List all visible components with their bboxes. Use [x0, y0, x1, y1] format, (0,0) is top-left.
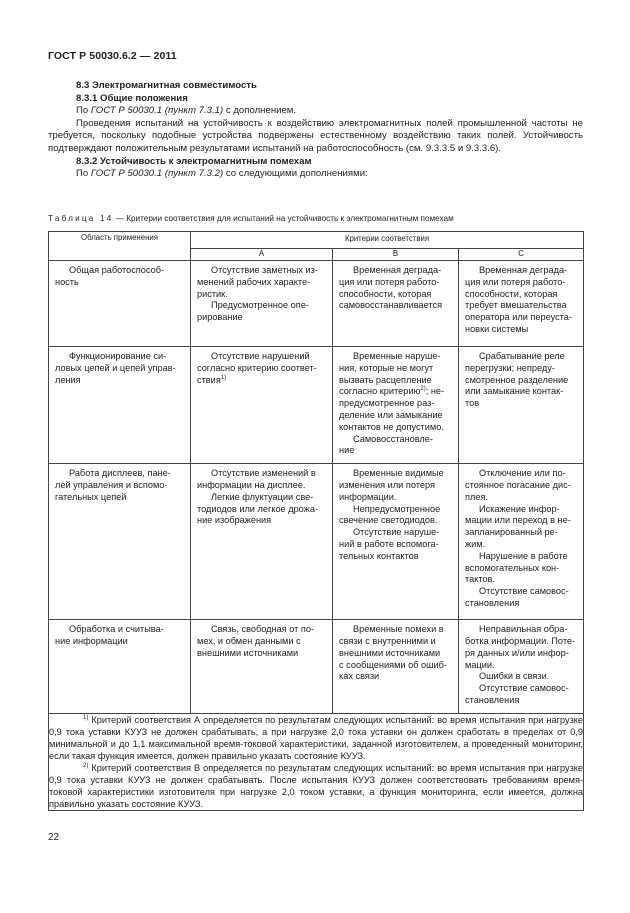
cell-line: информации на дисплее. — [197, 479, 306, 490]
table-cell-c — [459, 620, 584, 714]
cell-line: связи с внутренними и — [339, 635, 436, 646]
cell-line: менений рабочих характе- — [197, 276, 311, 287]
footnote-marker-1[interactable]: 1) — [220, 374, 227, 381]
cell-line: деление или замыкание — [339, 409, 443, 420]
paragraph-reference-2 — [48, 168, 583, 181]
table-cell-a — [191, 620, 333, 714]
cell-line: Временные видимые — [353, 468, 444, 479]
cell-line: становления — [465, 597, 520, 608]
footnote-marker-2[interactable]: 2) — [420, 386, 426, 393]
cell-line: Связь, свободная от по- — [211, 624, 315, 635]
cell-line: тактов. — [465, 574, 495, 585]
table-footnotes-row — [49, 713, 584, 810]
cell-line: Временная деграда- — [353, 265, 442, 275]
cell-line: рирование — [197, 312, 243, 323]
column-header-area: Область применения — [49, 232, 191, 261]
cell-line: информации. — [339, 491, 397, 502]
cell-line: контактов не допустимо. — [339, 421, 444, 432]
footnote-text: Критерий соответствия В определяется по результатам следующих испытаний: во время испытания при нагрузке 0,9 тока уставки КУУЗ не должен срабатывать. После испытания КУУЗ должен соответствовать требованиям время-токовой характеристики изготовителя при нагрузке 2,0 током уставки, а функция мониторинга, если имеется, должна правильно указать состояние КУУЗ. — [49, 762, 584, 809]
cell-line: новки системы — [465, 323, 529, 334]
table-cell-a — [191, 347, 333, 464]
cell-line: Временные наруше- — [353, 351, 441, 361]
cell-line: способности, которая — [339, 288, 432, 299]
document-header: ГОСТ Р 50030.6.2 — 2011 — [48, 50, 177, 62]
criteria-table — [48, 231, 584, 811]
cell-line: Отсутствие нарушений — [211, 351, 310, 361]
cell-line: ния, которые не могут — [339, 362, 434, 373]
subsection-title-8-3-2: 8.3.2 Устойчивость к электромагнитным помехам — [76, 155, 312, 167]
cell-line: мации или переход в не- — [465, 515, 571, 526]
paragraph-body: Проведения испытаний на устойчивость к воздействию электромагнитных полей промышленной частоты не требуется, поскольку подобные устройства подвержены естественному воздействию таких полей. Устойчивость подтверждают положительным результатами испытаний на работоспособность (см. 9.3.3.5 и 9.3.3.6). — [48, 117, 583, 154]
cell-line: оператора или переуста- — [465, 312, 572, 323]
cell-line: предусмотренное раз- — [339, 398, 435, 409]
table-cell-c — [459, 261, 584, 347]
cell-line: стоянное погасание дис- — [465, 479, 571, 490]
cell-line: запланированный ре- — [465, 527, 558, 538]
cell-line: самовосстанавливается — [339, 300, 443, 311]
cell-line: тельных контактов — [339, 550, 419, 561]
cell-line: Обработка и считыва- — [69, 624, 164, 635]
cell-line: Отключение или по- — [479, 468, 566, 479]
footnote-1 — [49, 714, 583, 762]
cell-line: вызвать расцепление — [339, 374, 432, 385]
cell-line: Неправильная обра- — [479, 624, 568, 635]
cell-line: Ошибки в связи. — [479, 671, 550, 682]
cell-line: ние изображения — [197, 515, 272, 526]
text-run: По — [76, 105, 91, 117]
table-cell-b — [333, 261, 459, 347]
cell-line: тодиодов или легкое дрожа- — [197, 503, 319, 514]
cell-line: Срабатывание реле — [479, 351, 565, 361]
cell-line: Легкие флуктуации све- — [211, 491, 314, 502]
column-header-c: С — [459, 249, 584, 261]
footnote-text: Критерий соответствия А определяется по результатам следующих испытаний: во время испытания при нагрузке 0,9 тока уставки КУУЗ не должен срабатывать, а при нагрузке 2,0 тока уставки он должен сработать в пределах от 0,9 минимальной и до 1,1 максимальной время-токовой характеристики, заданной изготовителем, а проведенный мониторинг, если такая функция имеется, должен правильно указать состояние КУУЗ. — [49, 714, 584, 761]
cell-line: или замыкание контак- — [465, 386, 564, 397]
cell-line: ря данных и/или инфор- — [465, 647, 569, 658]
cell-line: Самовосстановле- — [353, 433, 433, 444]
table-cell-c — [459, 464, 584, 620]
table-header-row — [49, 232, 584, 249]
table-caption-label: Таблица 14 — [48, 214, 114, 223]
table-cell-a — [191, 261, 333, 347]
cell-line: мех, и обмен данными с — [197, 635, 301, 646]
cell-line: Временная деграда- — [479, 265, 568, 275]
cell-line: ний в работе вспомога- — [339, 538, 439, 549]
table-cell-a — [191, 464, 333, 620]
cell-line: свечение светодиодов. — [339, 515, 438, 526]
cell-line: внешними источниками — [197, 647, 299, 658]
cell-line: Временные помехи в — [353, 624, 444, 635]
cell-line: внешними источниками — [339, 647, 441, 658]
cell-line: Отсутствие наруше- — [353, 527, 440, 538]
table-cell-area — [49, 620, 191, 714]
cell-line: жим. — [465, 538, 486, 549]
table-caption-text: — Критерии соответствия для испытаний на устойчивость к электромагнитным помехам — [113, 214, 454, 223]
cell-line: ние информации — [55, 635, 128, 646]
cell-line: Непредусмотренное — [353, 503, 441, 514]
cell-line: Искажение инфор- — [479, 503, 560, 514]
cell-line: Функционирование си- — [69, 351, 167, 361]
page-number: 22 — [48, 832, 60, 843]
cell-text: ; не- — [425, 386, 445, 397]
table-row — [49, 620, 584, 714]
cell-text: ствия — [197, 374, 221, 385]
cell-line: вспомогательных кон- — [465, 562, 560, 573]
cell-line — [339, 386, 452, 398]
cell-line: ках связи — [339, 671, 380, 682]
cell-line — [197, 375, 326, 387]
cell-line: перегрузки; непреду- — [465, 362, 555, 373]
table-footnotes — [49, 713, 584, 810]
text-run: с дополнением. — [223, 105, 297, 117]
table-cell-c — [459, 347, 584, 464]
section-8-3 — [48, 80, 583, 181]
cell-line: становления — [465, 694, 520, 705]
table-cell-b — [333, 464, 459, 620]
table-row — [49, 347, 584, 464]
table-cell-area — [49, 261, 191, 347]
table-cell-area — [49, 347, 191, 464]
cell-line: ловых цепей и цепей управ- — [55, 362, 176, 373]
cell-line: ние — [339, 445, 355, 456]
cell-line: смотренное разделение — [465, 374, 569, 385]
standard-reference-link[interactable]: ГОСТ Р 50030.1 (пункт 7.3.1) — [90, 105, 224, 117]
table-cell-b — [333, 347, 459, 464]
subsection-title-8-3-1: 8.3.1 Общие положения — [76, 92, 188, 104]
cell-text: согласно критерию — [339, 386, 421, 397]
column-header-b: В — [333, 249, 459, 261]
cell-line: требует вмешательства — [465, 300, 567, 311]
standard-reference-link[interactable]: ГОСТ Р 50030.1 (пункт 7.3.2) — [90, 168, 224, 180]
cell-line: Предусмотренное опе- — [211, 300, 309, 311]
cell-line: изменения или потеря — [339, 479, 435, 490]
text-run: со следующими дополнениями: — [223, 168, 368, 180]
cell-line: гательных цепей — [55, 491, 127, 502]
text-run: По — [76, 168, 91, 180]
table-cell-b — [333, 620, 459, 714]
cell-line: согласно критерию соответ- — [197, 362, 317, 373]
cell-line: Нарушение в работе — [479, 550, 568, 561]
cell-line: мации. — [465, 659, 495, 670]
column-header-a: А — [191, 249, 333, 261]
cell-line: способности, которая — [465, 288, 558, 299]
table-caption — [48, 214, 588, 223]
footnote-2 — [49, 762, 583, 810]
cell-line: ция или потеря работо- — [465, 276, 566, 287]
paragraph-reference-1 — [48, 105, 583, 118]
cell-line: с сообщениями об ошиб- — [339, 659, 447, 670]
cell-line: тов — [465, 398, 480, 409]
cell-line: Отсутствие самовос- — [479, 683, 569, 694]
cell-line: ность — [55, 276, 79, 287]
column-header-criteria: Критерии соответствия — [191, 232, 584, 249]
cell-line: Общая работоспособ- — [69, 265, 165, 275]
cell-line: Отсутствие заметных из- — [211, 265, 318, 275]
section-title-8-3: 8.3 Электромагнитная совместимость — [76, 80, 257, 91]
cell-line: лей управления и вспомо- — [55, 479, 168, 490]
cell-line: ция или потеря работо- — [339, 276, 440, 287]
cell-line: Отсутствие самовос- — [479, 586, 569, 597]
table-cell-area — [49, 464, 191, 620]
cell-line: плея. — [465, 491, 488, 502]
cell-line: ристик. — [197, 288, 228, 299]
cell-line: ботка информации. Поте- — [465, 635, 576, 646]
cell-line: ления — [55, 374, 81, 385]
cell-line: Работа дисплеев, пане- — [69, 468, 171, 479]
footnote-marker-2: 2) — [83, 762, 89, 769]
footnote-marker-1: 1) — [83, 714, 89, 721]
table-row — [49, 261, 584, 347]
table-row — [49, 464, 584, 620]
cell-line: Отсутствие изменений в — [211, 468, 316, 479]
